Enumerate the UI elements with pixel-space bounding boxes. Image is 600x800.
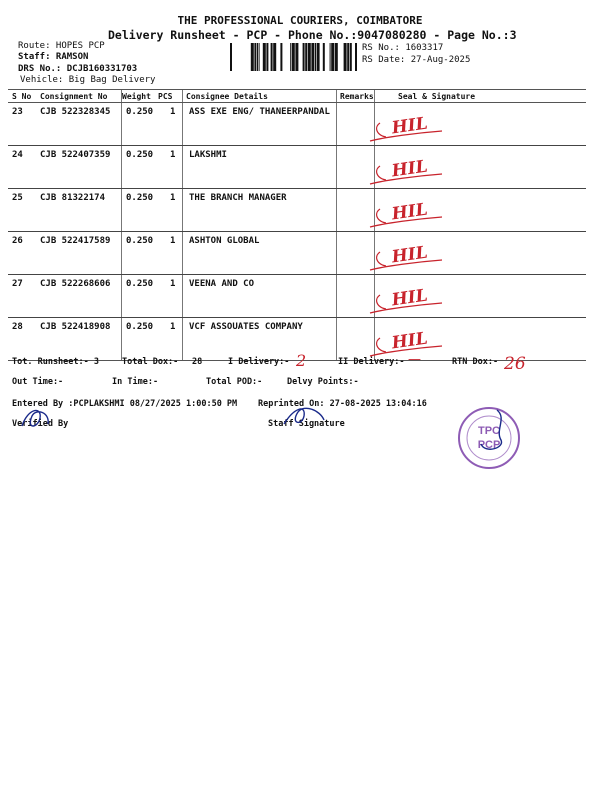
row-consignment: CJB 81322174 bbox=[40, 193, 106, 203]
barcode bbox=[230, 43, 358, 71]
verified-by: Verified By bbox=[12, 419, 69, 429]
row-sno: 25 bbox=[12, 193, 23, 203]
ii-delivery-label: II Delivery:- bbox=[338, 357, 405, 367]
row-signature-text: HIL bbox=[390, 156, 429, 182]
row-weight: 0.250 bbox=[126, 322, 154, 332]
route-label: Route: HOPES PCP bbox=[18, 41, 105, 51]
row-weight: 0.250 bbox=[126, 193, 154, 203]
table-row bbox=[8, 275, 586, 318]
rs-date: RS Date: 27-Aug-2025 bbox=[362, 55, 471, 65]
verified-signature-scribble bbox=[18, 404, 58, 434]
row-sno: 27 bbox=[12, 279, 23, 289]
row-signature bbox=[356, 197, 446, 233]
i-delivery-handwritten: 2 bbox=[296, 351, 307, 370]
row-signature-text: HIL bbox=[390, 285, 429, 311]
company-stamp bbox=[455, 404, 523, 472]
row-weight: 0.250 bbox=[126, 150, 154, 160]
row-signature bbox=[356, 240, 446, 276]
reprinted-on: Reprinted On: 27-08-2025 13:04:16 bbox=[258, 399, 427, 409]
row-consignee: VEENA AND CO bbox=[189, 279, 255, 289]
row-weight: 0.250 bbox=[126, 236, 154, 246]
runsheet-table bbox=[8, 89, 586, 361]
delvy-points: Delvy Points:- bbox=[287, 377, 359, 387]
row-consignee: LAKSHMI bbox=[189, 150, 227, 160]
total-dox-label: Total Dox:- bbox=[122, 357, 179, 367]
table-row bbox=[8, 146, 586, 189]
row-sno: 26 bbox=[12, 236, 23, 246]
row-pcs: 1 bbox=[170, 279, 176, 289]
svg-text:TPC: TPC bbox=[478, 425, 500, 437]
company-name: THE PROFESSIONAL COURIERS, COIMBATORE bbox=[177, 14, 423, 27]
total-pod: Total POD:- bbox=[206, 377, 263, 387]
row-pcs: 1 bbox=[170, 107, 176, 117]
row-weight: 0.250 bbox=[126, 107, 154, 117]
row-weight: 0.250 bbox=[126, 279, 154, 289]
rtn-dox-handwritten: 26 bbox=[504, 354, 526, 374]
total-dox-value: 28 bbox=[192, 357, 203, 367]
out-time: Out Time:- bbox=[12, 377, 64, 387]
row-signature bbox=[356, 111, 446, 147]
row-signature-text: HIL bbox=[390, 242, 429, 268]
row-signature-text: HIL bbox=[390, 328, 429, 354]
col-pcs: PCS bbox=[158, 92, 173, 101]
rtn-dox-label: RTN Dox:- bbox=[452, 357, 499, 367]
row-signature bbox=[356, 283, 446, 319]
row-pcs: 1 bbox=[170, 150, 176, 160]
table-row bbox=[8, 232, 586, 275]
table-header bbox=[8, 90, 586, 103]
row-consignment: CJB 522268606 bbox=[40, 279, 111, 289]
table-row bbox=[8, 189, 586, 232]
row-consignee: ASS EXE ENG/ THANEERPANDAL bbox=[189, 107, 330, 117]
col-signature: Seal & Signature bbox=[398, 92, 476, 101]
ii-delivery-handwritten: — bbox=[408, 352, 421, 367]
row-consignment: CJB 522417589 bbox=[40, 236, 111, 246]
row-sno: 28 bbox=[12, 322, 23, 332]
rs-number: RS No.: 1603317 bbox=[362, 43, 444, 53]
col-remarks: Remarks bbox=[340, 92, 374, 101]
col-weight: Weight bbox=[122, 92, 151, 101]
drs-number: DRS No.: DCJB160331703 bbox=[18, 64, 138, 74]
col-consignment: Consignment No bbox=[40, 92, 108, 101]
entered-by: Entered By :PCPLAKSHMI 08/27/2025 1:00:50 PM bbox=[12, 399, 238, 409]
i-delivery-label: I Delivery:- bbox=[228, 357, 290, 367]
row-sno: 24 bbox=[12, 150, 23, 160]
staff-signature-scribble bbox=[280, 402, 330, 432]
row-consignee: THE BRANCH MANAGER bbox=[189, 193, 287, 203]
row-consignment: CJB 522328345 bbox=[40, 107, 111, 117]
row-pcs: 1 bbox=[170, 193, 176, 203]
in-time: In Time:- bbox=[112, 377, 159, 387]
row-signature-text: HIL bbox=[390, 199, 429, 225]
svg-text:PCP: PCP bbox=[477, 439, 501, 451]
row-pcs: 1 bbox=[170, 236, 176, 246]
row-consignee: ASHTON GLOBAL bbox=[189, 236, 260, 246]
vehicle-label: Vehicle: Big Bag Delivery bbox=[20, 75, 156, 85]
row-consignment: CJB 522407359 bbox=[40, 150, 111, 160]
row-consignee: VCF ASSOUATES COMPANY bbox=[189, 322, 303, 332]
col-consignee: Consignee Details bbox=[186, 92, 268, 101]
document-title: Delivery Runsheet - PCP - Phone No.:9047080280 - Page No.:3 bbox=[108, 28, 517, 42]
table-row bbox=[8, 103, 586, 146]
row-signature bbox=[356, 154, 446, 190]
row-consignment: CJB 522418908 bbox=[40, 322, 111, 332]
row-pcs: 1 bbox=[170, 322, 176, 332]
tot-runsheet: Tot. Runsheet:- 3 bbox=[12, 357, 99, 367]
row-sno: 23 bbox=[12, 107, 23, 117]
row-signature-text: HIL bbox=[390, 113, 429, 139]
staff-signature-label: Staff Signature bbox=[268, 419, 345, 429]
col-sno: S No bbox=[12, 92, 32, 101]
staff-label: Staff: RAMSON bbox=[18, 52, 89, 62]
